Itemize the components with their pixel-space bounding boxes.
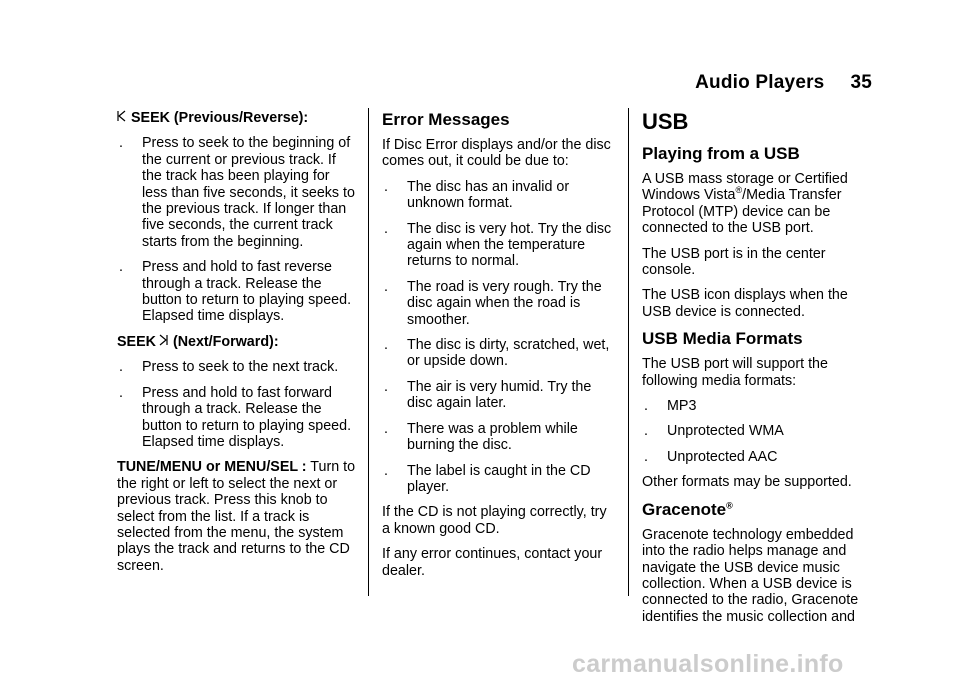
- seek-next-icon: [159, 334, 173, 350]
- list-item: . Press to seek to the next track.: [119, 359, 339, 376]
- usb-para-1: A USB mass storage or Certified Windows Vista®/Media Transfer Protocol (MTP) device can be connected to the USB port.: [642, 171, 848, 237]
- tune-paragraph: TUNE/MENU or MENU/SEL : Turn to the right or left to select the next or previous track. Press this knob to select from the list. If a track is selected from the menu, the system plays the track and returns to the CD screen.: [117, 459, 356, 574]
- list-item: . The disc is dirty, scratched, wet, or upside down.: [384, 337, 610, 370]
- page-header: [695, 72, 872, 94]
- usb-media-formats-heading: USB Media Formats: [642, 329, 803, 349]
- column-divider-2: [628, 108, 629, 596]
- list-item: . Unprotected AAC: [644, 448, 778, 465]
- usb-para-3: The USB icon displays when the USB device is connected.: [642, 287, 848, 320]
- column-1: [117, 110, 357, 583]
- seek-prev-heading: SEEK (Previous/Reverse):: [117, 110, 357, 126]
- list-item: . Unprotected WMA: [644, 423, 784, 440]
- usb-para-4: The USB port will support the following media formats:: [642, 356, 828, 389]
- seek-previous-icon: [117, 110, 131, 126]
- column-divider-1: [368, 108, 369, 596]
- usb-para-6: Gracenote technology embedded into the radio helps manage and navigate the USB device music collection. When a USB device is connected to the radio, Gracenote identifies the music collection and: [642, 526, 859, 625]
- playing-from-usb-heading: Playing from a USB: [642, 144, 800, 163]
- usb-heading: USB: [642, 109, 689, 134]
- error-para-2: If any error continues, contact your dealer.: [382, 546, 603, 579]
- usb-para-5: Other formats may be supported.: [642, 474, 852, 491]
- list-item: . There was a problem while burning the disc.: [384, 420, 578, 454]
- column-3: [642, 110, 872, 634]
- error-messages-heading: Error Messages: [382, 110, 510, 129]
- list-item: . Press to seek to the beginning of the current or previous track. If the track has been playing for less than five seconds, it seeks to the previous track. If longer than five seconds, the current track starts from the beginning.: [119, 135, 355, 250]
- watermark: carmanualsonline.info: [572, 650, 844, 678]
- error-para-1: If the CD is not playing correctly, try a known good CD.: [382, 504, 607, 537]
- list-item: . The label is caught in the CD player.: [384, 462, 591, 495]
- list-item: . Press and hold to fast reverse through a track. Release the button to return to playing speed. Elapsed time displays.: [119, 259, 352, 325]
- gracenote-heading: Gracenote®: [642, 499, 733, 519]
- page-number: 35: [850, 72, 872, 93]
- list-item: . MP3: [644, 398, 697, 415]
- error-intro: If Disc Error displays and/or the disc comes out, it could be due to:: [382, 137, 611, 170]
- list-item: . The disc has an invalid or unknown format.: [384, 178, 570, 212]
- list-item: . The road is very rough. Try the disc again when the road is smoother.: [384, 278, 602, 328]
- list-item: . The disc is very hot. Try the disc again when the temperature returns to normal.: [384, 220, 612, 270]
- usb-para-2: The USB port is in the center console.: [642, 245, 826, 279]
- list-item: . Press and hold to fast forward through a track. Release the button to return to playing speed. Elapsed time displays.: [119, 384, 352, 450]
- list-item: . The air is very humid. Try the disc again later.: [384, 378, 592, 412]
- seek-next-heading: SEEK (Next/Forward):: [117, 333, 279, 350]
- column-2: [382, 110, 614, 588]
- header-title: Audio Players: [695, 72, 825, 93]
